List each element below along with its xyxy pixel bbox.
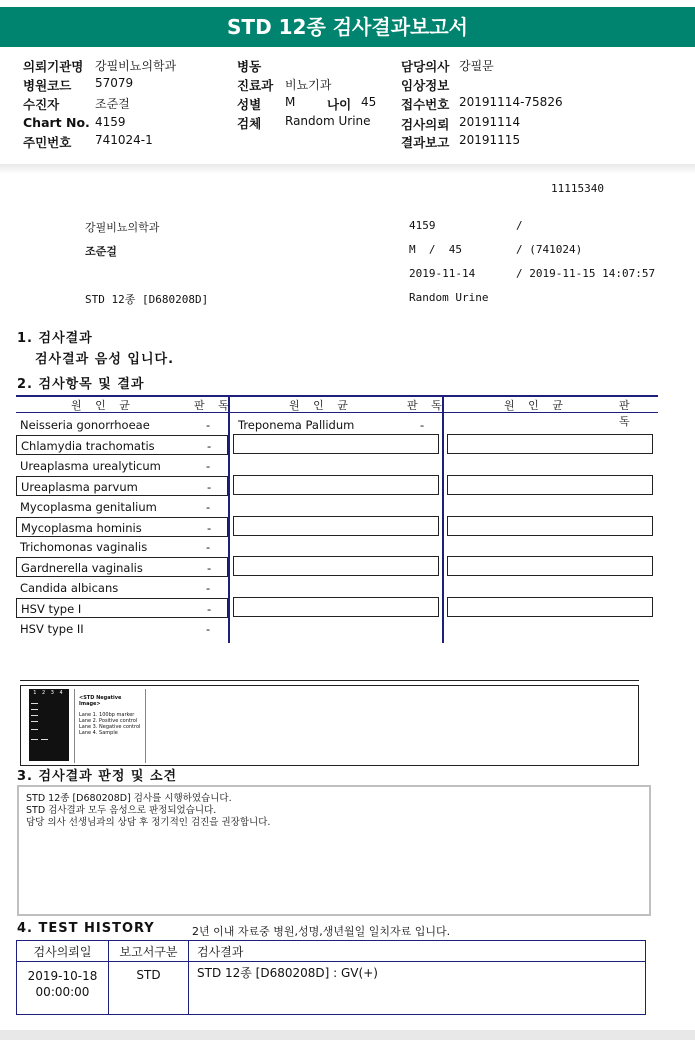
- history-date: 2019-10-18: [27, 969, 98, 983]
- history-header-row: [17, 941, 646, 962]
- result-row: [16, 619, 228, 639]
- finding-line: STD 검사결과 모두 음성으로 판정되었습니다.: [26, 805, 217, 816]
- organism-name: Chlamydia trachomatis: [21, 439, 155, 453]
- patient-label: 수진자: [23, 97, 60, 112]
- gel-band: [41, 739, 48, 740]
- label-chart: 4159: [409, 219, 436, 232]
- table-row: [17, 962, 646, 1015]
- organism-result: -: [206, 540, 211, 554]
- specimen-value: Random Urine: [285, 114, 371, 128]
- age-value: 45: [361, 95, 377, 109]
- hospital-value: 강필비뇨의학과: [95, 59, 177, 73]
- gel-band: [31, 721, 38, 722]
- section2-title: 2. 검사항목 및 결과: [17, 377, 145, 392]
- organism-result: -: [206, 418, 211, 432]
- request-value: 20191114: [459, 115, 521, 129]
- col-judgement-2: 판 독: [407, 399, 447, 412]
- specimen-label: 검체: [237, 116, 262, 131]
- label-patient: 조준걸: [85, 245, 117, 258]
- page-footer-bar: [0, 1030, 695, 1040]
- result-row: [16, 415, 228, 435]
- clinical-label: 임상정보: [401, 78, 450, 93]
- history-time: 00:00:00: [35, 985, 90, 999]
- label-dob: / (741024): [516, 243, 583, 256]
- finding-line: STD 12종 [D680208D] 검사를 시행하였습니다.: [26, 793, 232, 804]
- organism-result: -: [206, 459, 211, 473]
- organism-name: Neisseria gonorrhoeae: [20, 418, 150, 432]
- organism-result: -: [206, 500, 211, 514]
- organism-name: Treponema Pallidum: [238, 418, 355, 432]
- empty-cell: [233, 434, 439, 454]
- patient-value: 조준걸: [95, 97, 130, 111]
- organism-result: -: [207, 439, 212, 453]
- sex-label: 성별: [237, 97, 262, 112]
- finding-line: 담당 의사 선생님과의 상담 후 정기적인 검진을 권장합니다.: [26, 817, 271, 828]
- result-row: [16, 435, 228, 455]
- gel-electrophoresis-image: [29, 689, 69, 761]
- rrn-value: 741024-1: [95, 133, 153, 147]
- dept-label: 진료과: [237, 78, 274, 93]
- empty-cell: [447, 597, 653, 617]
- doctor-value: 강필문: [459, 59, 494, 73]
- history-type: STD: [109, 962, 189, 1015]
- gel-band: [31, 729, 38, 730]
- result-row: [16, 557, 228, 577]
- history-date-cell: [17, 962, 109, 1015]
- history-col-result: 검사결과: [189, 941, 646, 962]
- report-date-value: 20191115: [459, 133, 521, 147]
- organism-name: Mycoplasma genitalium: [20, 500, 157, 514]
- chart-label: Chart No.: [23, 115, 90, 130]
- empty-cell: [233, 556, 439, 576]
- dept-value: 비뇨기과: [285, 78, 332, 92]
- organism-result: -: [420, 418, 425, 432]
- report-date-label: 결과보고: [401, 135, 450, 150]
- organism-result: -: [206, 581, 211, 595]
- col-organism-2: 원 인 균: [289, 399, 353, 412]
- section1-title: 1. 검사결과: [17, 331, 93, 346]
- col-judgement-3: 판 독: [619, 399, 635, 428]
- rrn-label: 주민번호: [23, 135, 72, 150]
- label-slash: /: [516, 219, 523, 232]
- code-label: 병원코드: [23, 78, 72, 93]
- col-organism-3: 원 인 균: [504, 399, 568, 412]
- empty-cell: [447, 516, 653, 536]
- gel-band: [31, 739, 38, 740]
- organism-name: Candida albicans: [20, 581, 119, 595]
- section3-title: 3. 검사결과 판정 및 소견: [17, 769, 178, 784]
- col-judgement-1: 판 독: [194, 399, 234, 412]
- chart-value: 4159: [95, 115, 126, 129]
- result-row: [16, 598, 228, 618]
- age-label: 나이: [327, 97, 352, 112]
- receipt-value: 20191114-75826: [459, 95, 563, 109]
- sex-value: M: [285, 95, 296, 109]
- results-grid: [16, 395, 658, 643]
- section4-title: 4. TEST HISTORY: [17, 921, 155, 936]
- organism-name: HSV type I: [21, 602, 82, 616]
- organism-result: -: [206, 622, 211, 636]
- organism-name: Trichomonas vaginalis: [20, 540, 148, 554]
- history-col-type: 보고서구분: [109, 941, 189, 962]
- label-hospital: 강필비뇨의학과: [85, 221, 160, 234]
- organism-name: Gardnerella vaginalis: [21, 561, 143, 575]
- gel-legend-lane3: Lane 3. Negative control: [79, 724, 141, 730]
- gel-band: [31, 709, 38, 710]
- history-col-date: 검사의뢰일: [17, 941, 109, 962]
- result-row: [16, 476, 228, 496]
- result-summary: 검사결과 음성 입니다.: [35, 352, 175, 367]
- gel-legend-lane2: Lane 2. Positive control: [79, 718, 138, 724]
- empty-cell: [447, 434, 653, 454]
- header-divider: [0, 164, 695, 174]
- gel-legend-lane1: Lane 1. 100bp marker: [79, 712, 135, 718]
- grid-divider-2: [442, 395, 444, 643]
- report-title: STD 12종 검사결과보고서: [0, 7, 695, 47]
- empty-cell: [233, 475, 439, 495]
- code-value: 57079: [95, 76, 134, 90]
- gel-band: [31, 715, 38, 716]
- grid-divider-1: [228, 395, 230, 643]
- ward-label: 병동: [237, 59, 262, 74]
- organism-result: -: [207, 602, 212, 616]
- label-date2: / 2019-11-15 14:07:57: [516, 267, 656, 280]
- gel-legend-lane4: Lane 4. Sample: [79, 730, 118, 736]
- label-specimen: Random Urine: [409, 291, 489, 304]
- finding-box: [17, 785, 651, 916]
- gel-legend-title: <STD Negative Image>: [79, 695, 122, 707]
- result-row: [16, 578, 228, 598]
- organism-name: HSV type II: [20, 622, 84, 636]
- organism-name: Ureaplasma urealyticum: [20, 459, 161, 473]
- request-label: 검사의뢰: [401, 117, 450, 132]
- col-organism-1: 원 인 균: [71, 399, 135, 412]
- organism-name: Mycoplasma hominis: [21, 521, 142, 535]
- doctor-label: 담당의사: [401, 59, 450, 74]
- empty-cell: [233, 597, 439, 617]
- organism-result: -: [207, 521, 212, 535]
- label-sex-age: M / 45: [409, 243, 462, 256]
- empty-cell: [233, 516, 439, 536]
- hospital-label: 의뢰기관명: [23, 59, 84, 74]
- organism-result: -: [207, 561, 212, 575]
- organism-name: Ureaplasma parvum: [21, 480, 138, 494]
- gel-frame-top-rule: [20, 680, 639, 681]
- history-table: [16, 940, 646, 1015]
- result-row: [16, 497, 228, 517]
- gel-image-frame: [20, 685, 639, 766]
- label-date1: 2019-11-14: [409, 267, 476, 280]
- history-note: 2년 이내 자료중 병원,성명,생년월일 일치자료 입니다.: [192, 925, 451, 938]
- empty-cell: [447, 556, 653, 576]
- result-row: [16, 456, 228, 476]
- result-row: [16, 537, 228, 557]
- report-header: [0, 52, 695, 164]
- result-row: [16, 517, 228, 537]
- receipt-label: 접수번호: [401, 97, 450, 112]
- history-result: STD 12종 [D680208D] : GV(+): [189, 962, 646, 1015]
- organism-result: -: [207, 480, 212, 494]
- empty-cell: [447, 475, 653, 495]
- gel-lane-numbers: 1 2 3 4: [33, 690, 65, 696]
- gel-legend: [74, 689, 146, 763]
- gel-band: [31, 703, 38, 704]
- label-test: STD 12종 [D680208D]: [85, 293, 209, 306]
- barcode-number: 11115340: [551, 182, 604, 195]
